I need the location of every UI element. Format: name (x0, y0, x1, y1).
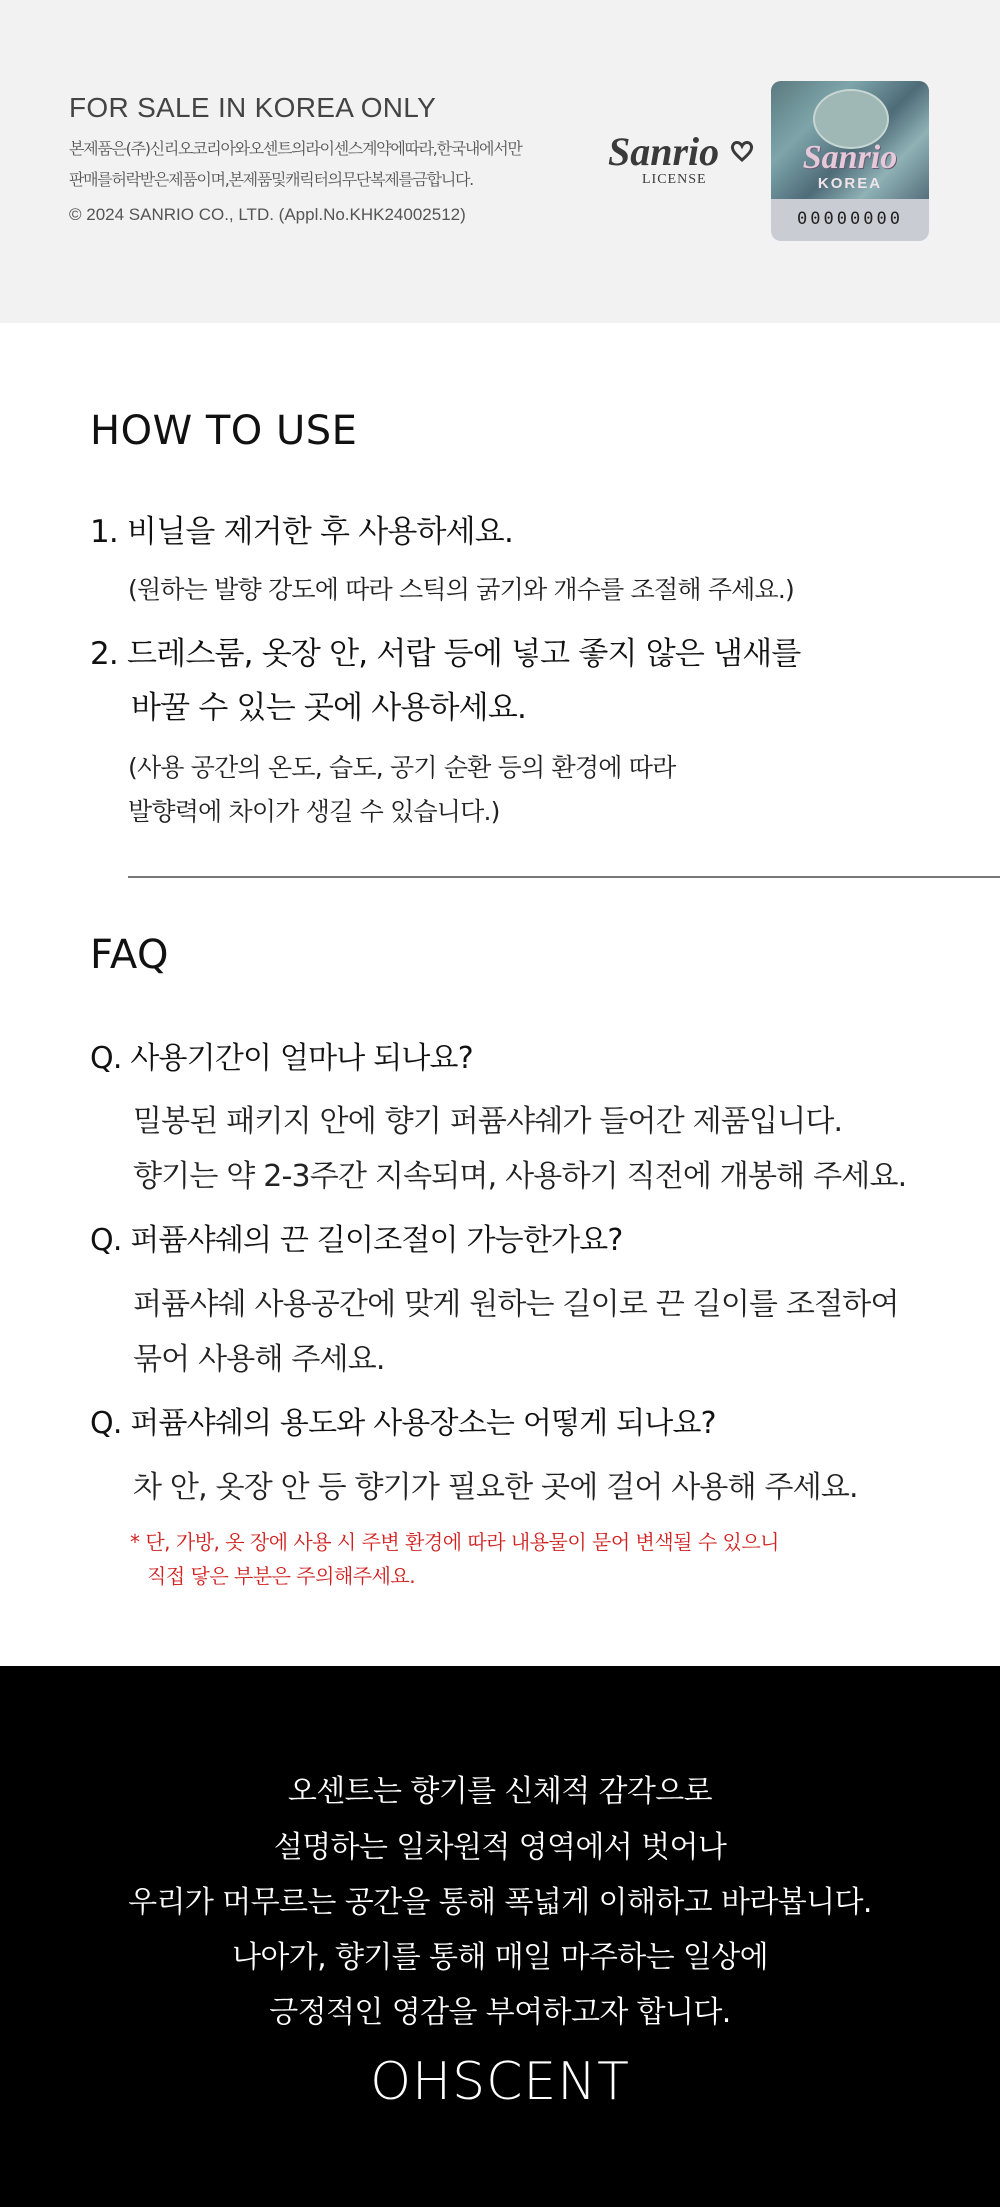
faq-answer-3-line-1: 차 안, 옷장 안 등 향기가 필요한 곳에 걸어 사용해 주세요. (133, 1470, 858, 1505)
faq-question-1: Q. 사용기간이 얼마나 되나요? (90, 1041, 473, 1076)
footer-line-2: 설명하는 일차원적 영역에서 벗어나 (273, 1830, 727, 1865)
heart-icon (730, 140, 754, 162)
warning-line-2: 직접 닿은 부분은 주의해주세요. (147, 1564, 416, 1588)
step-2-line-1: 2. 드레스룸, 옷장 안, 서랍 등에 넣고 좋지 않은 냄새를 (90, 636, 801, 672)
ohscent-logo: OHSCENT (370, 2052, 630, 2112)
hologram-country: KOREA (817, 175, 883, 192)
hologram-brand: Sanrio (802, 139, 898, 176)
sanrio-logo-word: Sanrio (608, 129, 720, 174)
sanrio-license-logo (608, 128, 753, 194)
faq-answer-1-line-1: 밀봉된 패키지 안에 향기 퍼퓸샤쉐가 들어간 제품입니다. (133, 1104, 843, 1139)
license-banner (0, 0, 1000, 323)
footer-line-3: 우리가 머무르는 공간을 통해 폭넓게 이해하고 바라봅니다. (128, 1885, 872, 1920)
faq-answer-2-line-1: 퍼퓸샤쉐 사용공간에 맞게 원하는 길이로 끈 길이를 조절하여 (133, 1287, 899, 1322)
how-to-use-title: HOW TO USE (90, 408, 358, 454)
license-text-line-1: 본제품은(주)신리오코리아와오센트의라이센스계약에따라,한국내에서만 (69, 139, 522, 158)
faq-answer-1-line-2: 향기는 약 2-3주간 지속되며, 사용하기 직전에 개봉해 주세요. (133, 1159, 907, 1194)
hologram-sticker (771, 81, 929, 241)
step-2-note-line-1: (사용 공간의 온도, 습도, 공기 순환 등의 환경에 따라 (128, 753, 676, 782)
step-2-line-2: 바꿀 수 있는 곳에 사용하세요. (131, 690, 527, 726)
warning-line-1: * 단, 가방, 옷 장에 사용 시 주변 환경에 따라 내용물이 묻어 변색될 수 있으니 (130, 1530, 779, 1554)
faq-title: FAQ (90, 932, 169, 978)
footer-line-4: 나아가, 향기를 통해 매일 마주하는 일상에 (231, 1940, 769, 1975)
faq-answer-2-line-2: 묶어 사용해 주세요. (133, 1342, 385, 1377)
hologram-serial: 00000000 (797, 209, 903, 229)
faq-question-2: Q. 퍼퓸샤쉐의 끈 길이조절이 가능한가요? (90, 1223, 623, 1258)
faq-question-3: Q. 퍼퓸샤쉐의 용도와 사용장소는 어떻게 되나요? (90, 1406, 716, 1441)
license-title: FOR SALE IN KOREA ONLY (69, 92, 437, 123)
license-copyright: © 2024 SANRIO CO., LTD. (Appl.No.KHK24002512) (69, 205, 466, 224)
section-divider (128, 876, 1000, 878)
footer-line-1: 오센트는 향기를 신체적 감각으로 (287, 1774, 713, 1809)
step-1-note: (원하는 발향 강도에 따라 스틱의 굵기와 개수를 조절해 주세요.) (128, 575, 794, 604)
license-text-line-2: 판매를허락받은제품이며,본제품및캐릭터의무단복제를금합니다. (69, 170, 473, 189)
step-2-note-line-2: 발향력에 차이가 생길 수 있습니다.) (128, 797, 500, 826)
footer-line-5: 긍정적인 영감을 부여하고자 합니다. (269, 1995, 731, 2030)
sanrio-logo-license-tag: LICENSE (642, 172, 707, 187)
step-1: 1. 비닐을 제거한 후 사용하세요. (90, 514, 513, 550)
